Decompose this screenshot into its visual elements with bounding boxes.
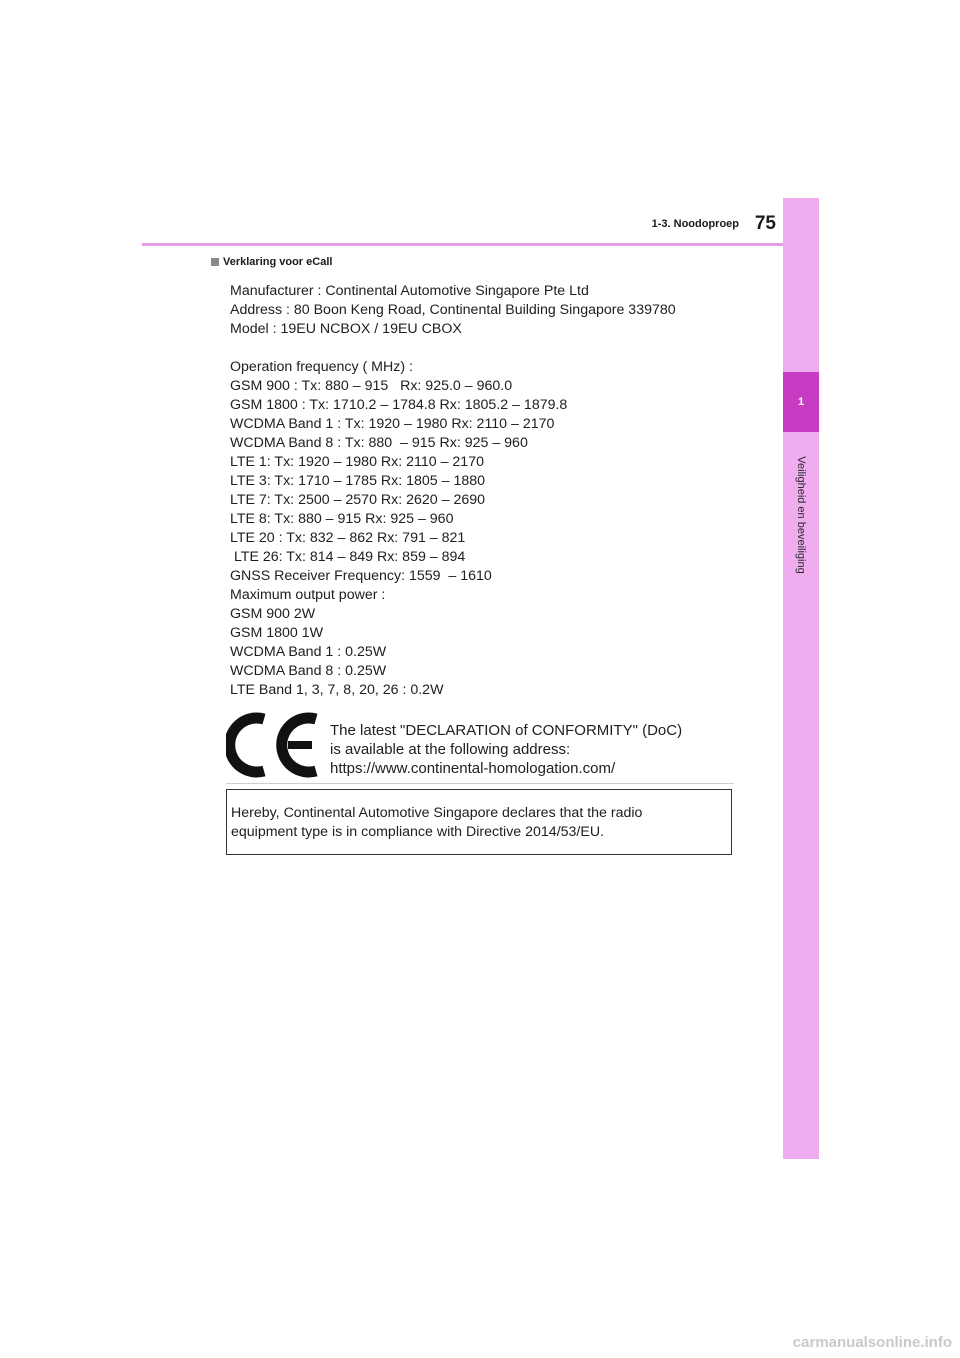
square-bullet-icon — [211, 258, 219, 266]
frequency-line: GSM 900 2W — [230, 606, 316, 622]
section-title: 1-3. Noodoproep — [651, 218, 739, 230]
declaration-block — [230, 282, 750, 700]
frequency-line: LTE 1: Tx: 1920 – 1980 Rx: 2110 – 2170 — [230, 454, 484, 470]
frequency-line: WCDMA Band 8 : 0.25W — [230, 663, 387, 679]
frequency-line: WCDMA Band 1 : Tx: 1920 – 1980 Rx: 2110 – 2170 — [230, 416, 555, 432]
doc-line: The latest "DECLARATION of CONFORMITY" (DoC) — [330, 722, 683, 739]
doc-notice — [330, 721, 682, 778]
ce-mark-icon — [226, 712, 322, 778]
frequency-line: WCDMA Band 8 : Tx: 880 – 915 Rx: 925 – 960 — [230, 435, 528, 451]
declaration-line: Address : 80 Boon Keng Road, Continental Building Singapore 339780 — [230, 302, 676, 318]
frequency-line: Maximum output power : — [230, 587, 386, 603]
frequency-line: LTE 20 : Tx: 832 – 862 Rx: 791 – 821 — [230, 530, 466, 546]
frequency-line: LTE 8: Tx: 880 – 915 Rx: 925 – 960 — [230, 511, 454, 527]
ce-declaration-row — [226, 712, 736, 782]
frequency-line: WCDMA Band 1 : 0.25W — [230, 644, 387, 660]
subheading-text: Verklaring voor eCall — [223, 256, 333, 268]
chapter-number: 1 — [797, 396, 805, 408]
frequency-line: GSM 1800 : Tx: 1710.2 – 1784.8 Rx: 1805.2 – 1879.8 — [230, 397, 568, 413]
frequency-line: LTE 7: Tx: 2500 – 2570 Rx: 2620 – 2690 — [230, 492, 486, 508]
frequency-line: GSM 1800 1W — [230, 625, 324, 641]
frequency-line: LTE 26: Tx: 814 – 849 Rx: 859 – 894 — [230, 549, 466, 565]
declaration-line: Model : 19EU NCBOX / 19EU CBOX — [230, 321, 462, 337]
declaration-line: Manufacturer : Continental Automotive Singapore Pte Ltd — [230, 283, 589, 299]
chapter-title: Veiligheid en beveiliging — [795, 456, 807, 574]
divider — [226, 783, 734, 784]
compliance-statement-box — [226, 789, 732, 855]
doc-url: https://www.continental-homologation.com/ — [330, 760, 616, 777]
watermark: carmanualsonline.info — [792, 1334, 952, 1351]
compliance-line: Hereby, Continental Automotive Singapore declares that the radio — [231, 805, 643, 821]
page-number: 75 — [754, 213, 776, 234]
subheading — [211, 256, 332, 268]
frequency-line: GNSS Receiver Frequency: 1559 – 1610 — [230, 568, 492, 584]
spacer — [230, 339, 750, 358]
chapter-side-tab — [783, 198, 819, 1159]
header-rule — [142, 243, 783, 246]
frequency-line: LTE Band 1, 3, 7, 8, 20, 26 : 0.2W — [230, 682, 444, 698]
chapter-number-tab[interactable] — [783, 372, 819, 432]
frequency-line: LTE 3: Tx: 1710 – 1785 Rx: 1805 – 1880 — [230, 473, 486, 489]
compliance-line: equipment type is in compliance with Directive 2014/53/EU. — [231, 824, 605, 840]
doc-line: is available at the following address: — [330, 741, 571, 758]
frequency-line: GSM 900 : Tx: 880 – 915 Rx: 925.0 – 960.0 — [230, 378, 513, 394]
frequency-line: Operation frequency ( MHz) : — [230, 359, 413, 375]
